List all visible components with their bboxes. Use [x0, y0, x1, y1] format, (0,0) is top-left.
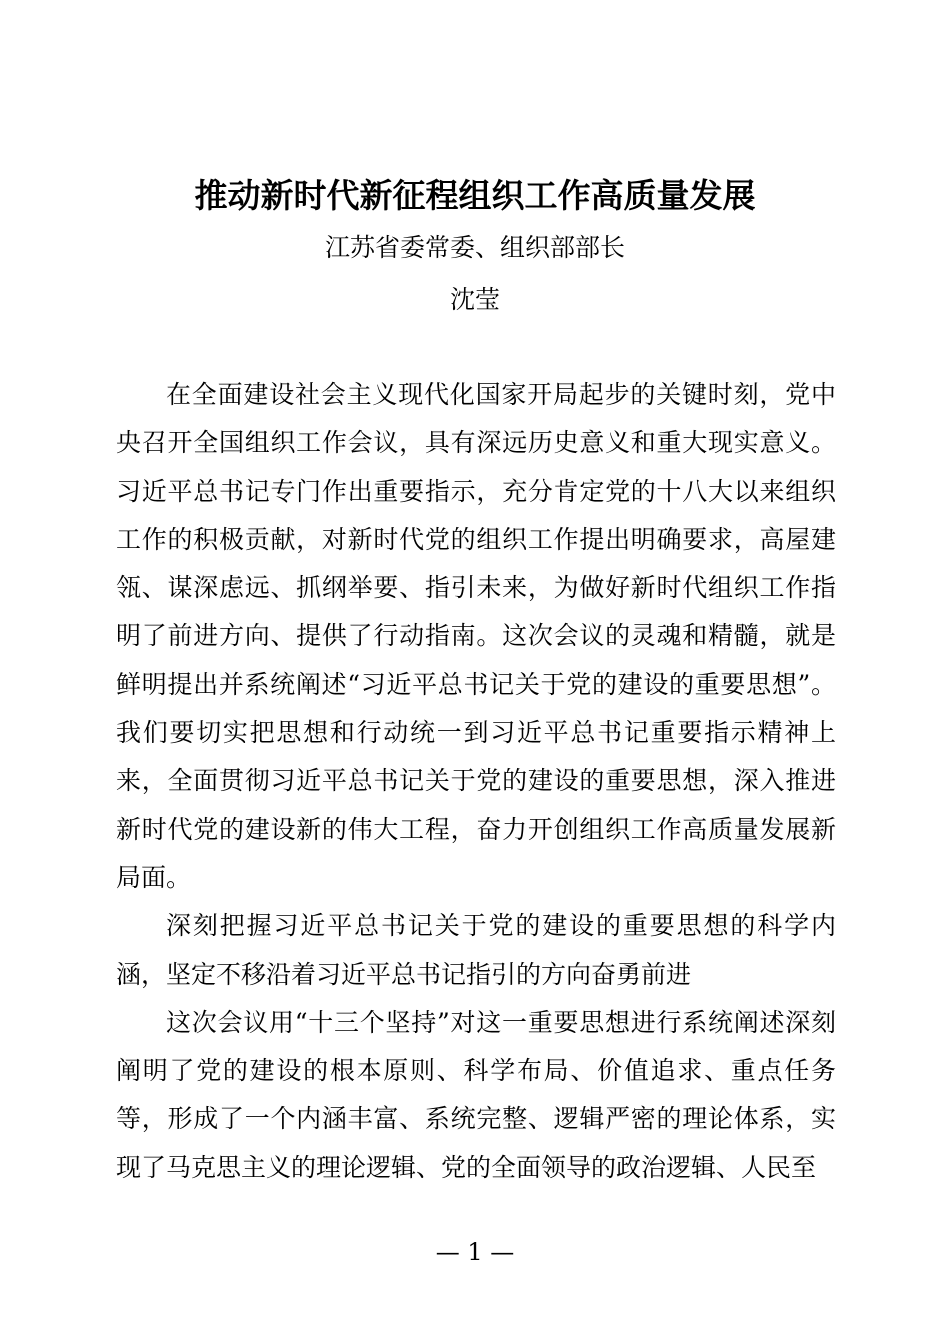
paragraph: 深刻把握习近平总书记关于党的建设的重要思想的科学内涵，坚定不移沿着习近平总书记指引的方向奋勇前进 [116, 911, 836, 989]
page-number: — 1 — [435, 1238, 515, 1266]
author-name: 沈莹 [449, 285, 500, 314]
author-position: 江苏省委常委、组织部部长 [324, 233, 625, 262]
paragraph: 在全面建设社会主义现代化国家开局起步的关键时刻，党中央召开全国组织工作会议，具有深远历史意义和重大现实意义。习近平总书记专门作出重要指示，充分肯定党的十八大以来组织工作的积极贡献，对新时代党的组织工作提出明确要求，高屋建瓴、谋深虑远、抓纲举要、指引未来，为做好新时代组织工作指明了前进方向、提供了行动指南。这次会议的灵魂和精髓，就是鲜明提出并系统阐述“习近平总书记关于党的建设的重要思想”。我们要切实把思想和行动统一到习近平总书记重要指示精神上来，全面贯彻习近平总书记关于党的建设的重要思想，深入推进新时代党的建设新的伟大工程，奋力开创组织工作高质量发展新局面。 [116, 380, 836, 892]
paragraph: 这次会议用“十三个坚持”对这一重要思想进行系统阐述深刻阐明了党的建设的根本原则、科学布局、价值追求、重点任务等，形成了一个内涵丰富、系统完整、逻辑严密的理论体系，实现了马克思主义的理论逻辑、党的全面领导的政治逻辑、人民至 [116, 1007, 836, 1182]
document-title: 推动新时代新征程组织工作高质量发展 [194, 176, 756, 215]
body-text [116, 371, 836, 1192]
